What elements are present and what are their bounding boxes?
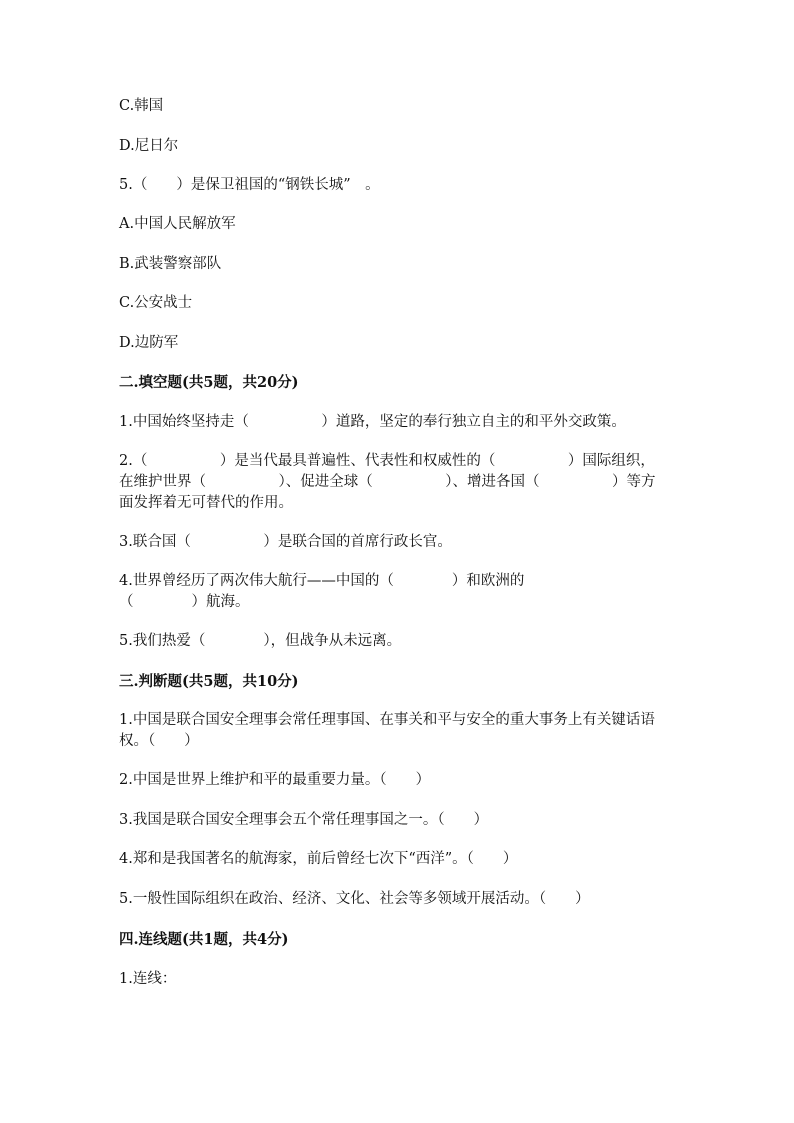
option-d-niger: D.尼日尔: [119, 138, 179, 154]
fill-question-3: 3.联合国（ ）是联合国的首席行政长官。: [119, 534, 452, 550]
fill-question-5: 5.我们热爱（ ），但战争从未远离。: [119, 633, 402, 649]
section-3-heading: 三.判断题(共5题，共10分): [119, 673, 299, 690]
fill-question-2: 2.（ ）是当代最具普遍性、代表性和权威性的（ ）国际组织，在维护世界（ ）、促进全球（ ）、增进各国（ ）等方面发挥着无可替代的作用。: [119, 453, 656, 511]
judge-question-5: 5.一般性国际组织在政治、经济、文化、社会等多领域开展活动。（ ）: [119, 891, 590, 907]
section-2-heading: 二.填空题(共5题，共20分): [119, 374, 299, 391]
question-5-option-d: D.边防军: [119, 335, 179, 351]
section-4-heading: 四.连线题(共1题，共4分): [119, 931, 289, 948]
question-5-option-c: C.公安战士: [119, 295, 193, 311]
fill-question-4: 4.世界曾经历了两次伟大航行——中国的（ ）和欧洲的（ ）航海。: [119, 573, 525, 610]
option-c-korea: C.韩国: [119, 98, 164, 114]
judge-question-3: 3.我国是联合国安全理事会五个常任理事国之一。（ ）: [119, 812, 489, 828]
question-5-option-a: A.中国人民解放军: [119, 216, 236, 232]
fill-question-1: 1.中国始终坚持走（ ）道路，坚定的奉行独立自主的和平外交政策。: [119, 414, 626, 430]
judge-question-2: 2.中国是世界上维护和平的最重要力量。（ ）: [119, 772, 431, 788]
judge-question-4: 4.郑和是我国著名的航海家，前后曾经七次下“西洋”。（ ）: [119, 851, 518, 867]
question-5-option-b: B.武装警察部队: [119, 256, 222, 272]
matching-question-1: 1.连线：: [119, 971, 177, 987]
question-5-stem: 5.（ ）是保卫祖国的“钢铁长城” 。: [119, 177, 380, 193]
judge-question-1: 1.中国是联合国安全理事会常任理事国、在事关和平与安全的重大事务上有关键话语权。（ ）: [119, 712, 655, 749]
